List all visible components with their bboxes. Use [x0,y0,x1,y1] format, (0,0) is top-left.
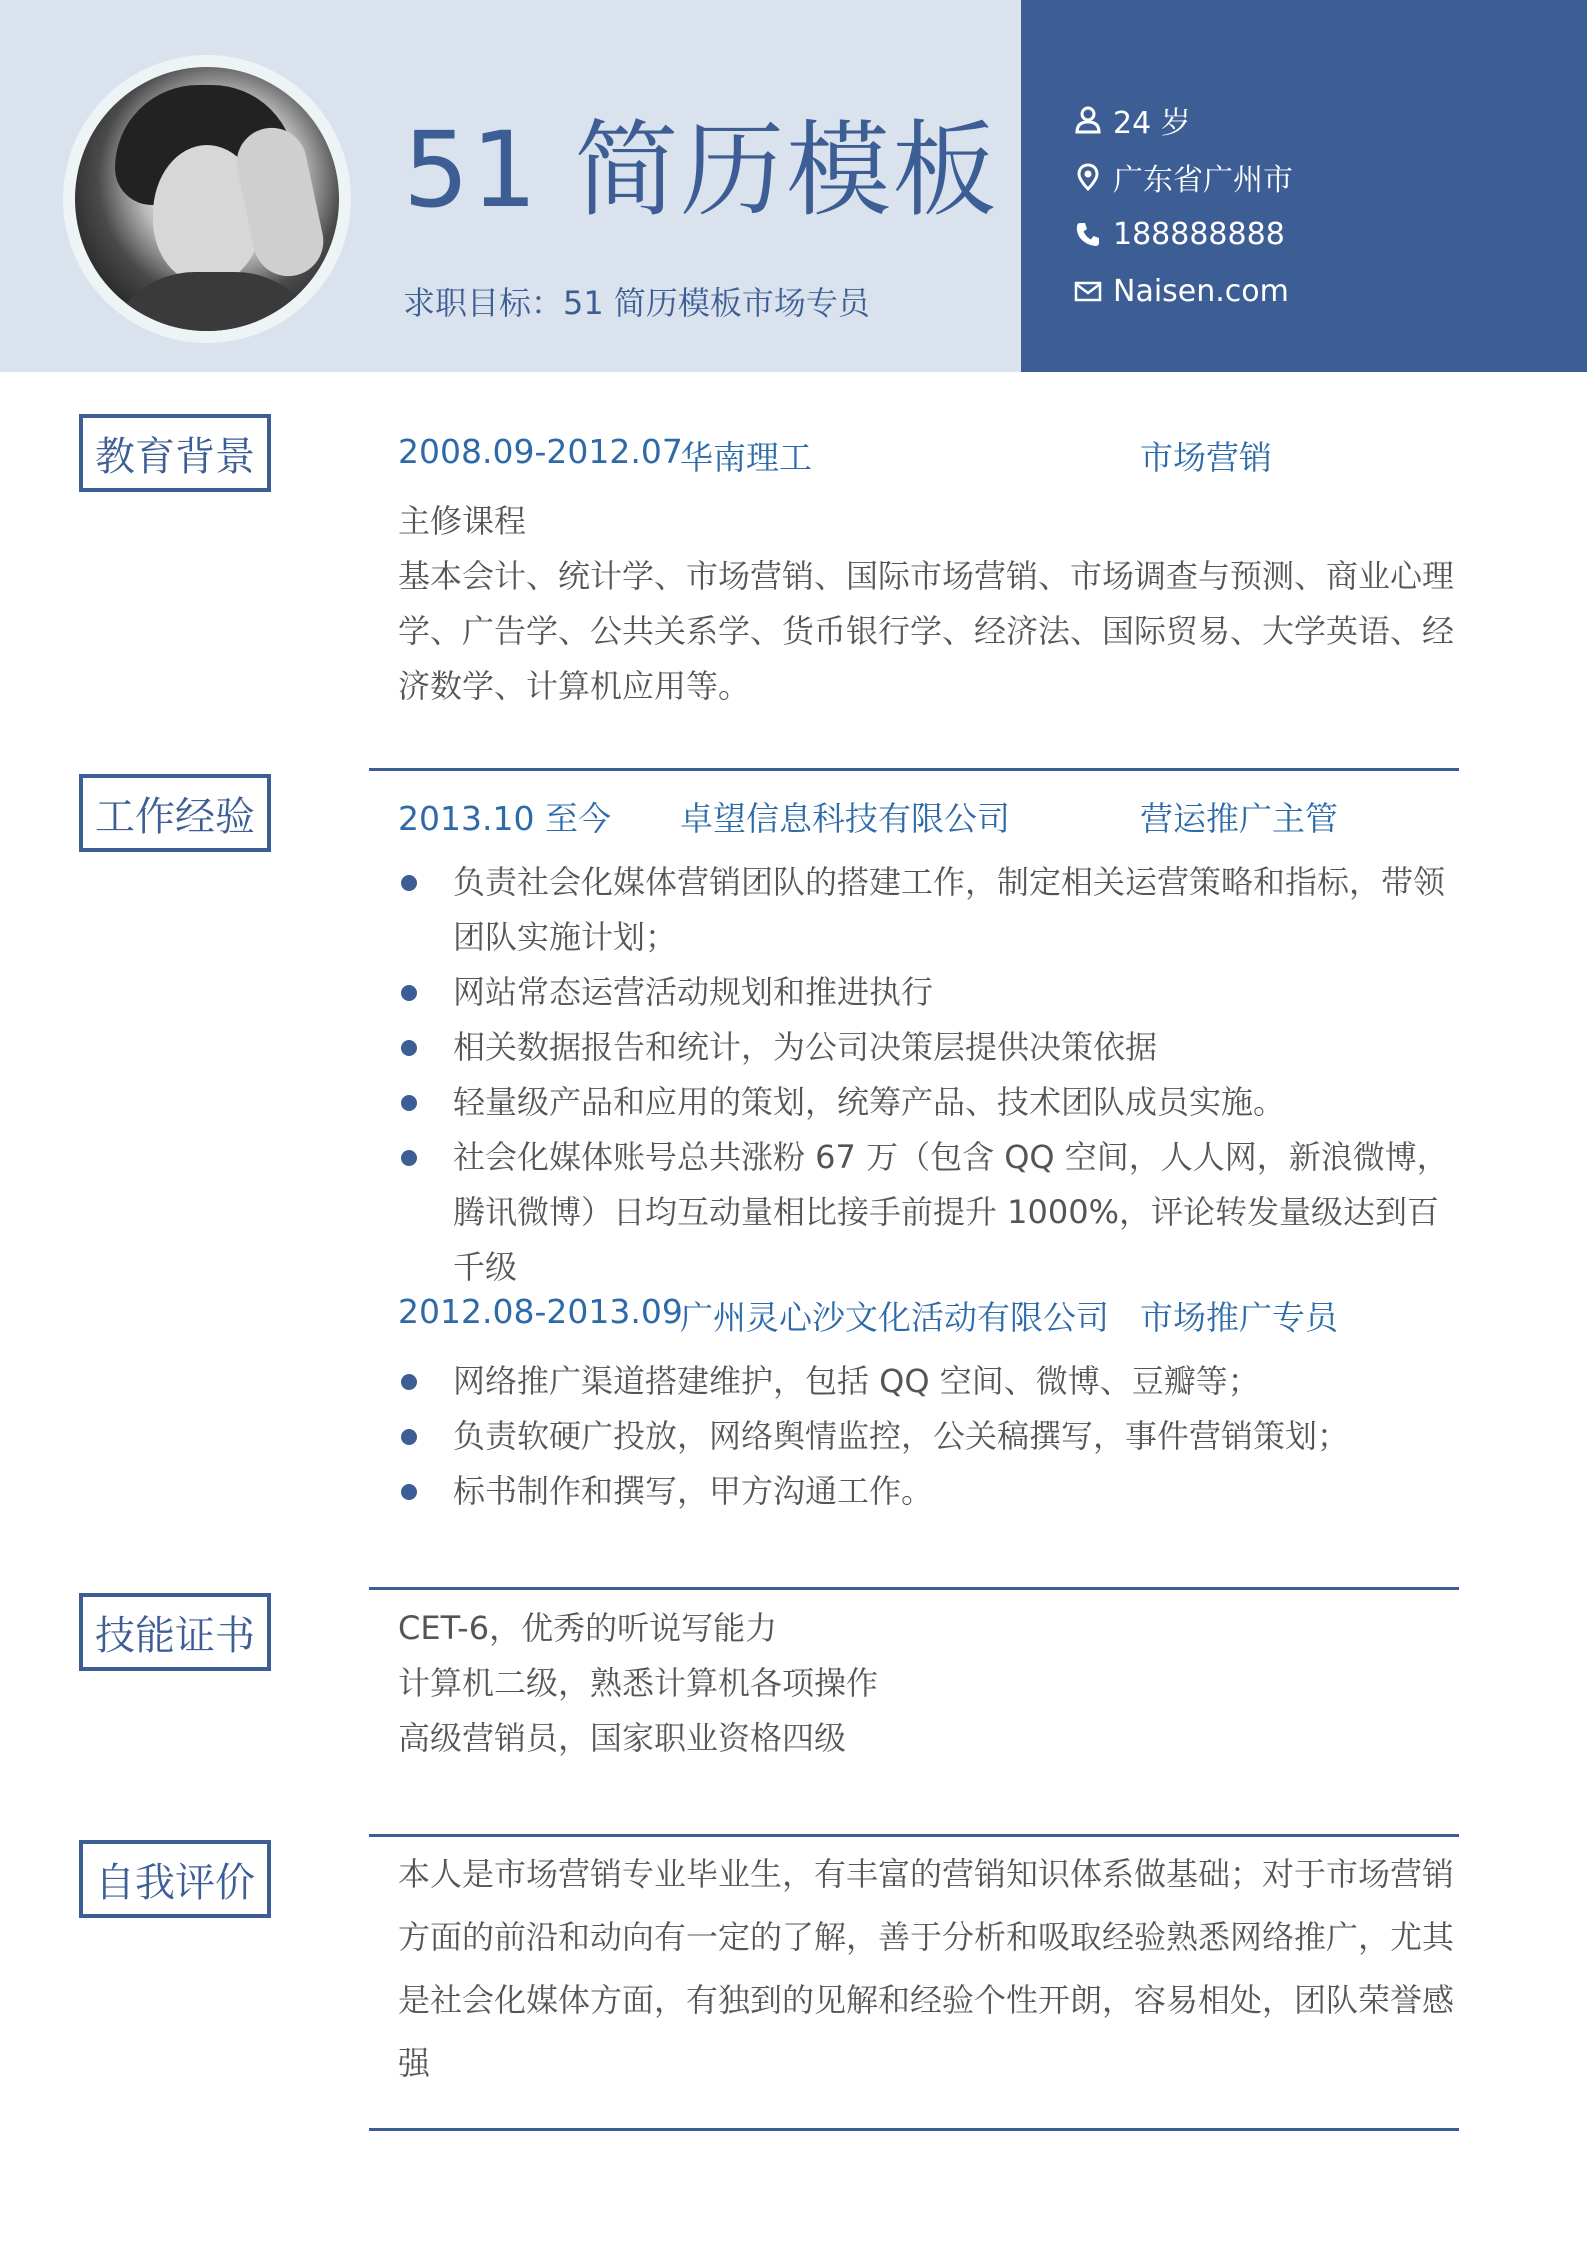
phone-icon [1073,219,1103,249]
education-major: 市场营销 [1140,438,1272,477]
user-icon [1073,105,1103,135]
section-divider [369,1834,1459,1837]
contact-age [1073,100,1553,140]
contact-phone [1073,214,1553,254]
contact-phone-text: 188888888 [1113,216,1285,252]
duty-text: 网站常态运营活动规划和推进执行 [453,973,934,1011]
mail-icon [1073,276,1103,306]
section-divider [369,1587,1459,1590]
bullet-dot [401,1484,417,1500]
contact-location [1073,157,1553,197]
avatar [75,67,339,331]
job-1-date: 2013.10 至今 [398,799,611,838]
section-title-self-eval: 自我评价 [79,1840,271,1918]
job-2-company: 广州灵心沙文化活动有限公司 [680,1298,1109,1337]
location-icon [1073,162,1103,192]
duty-text: 相关数据报告和统计，为公司决策层提供决策依据 [453,1028,1158,1066]
section-title-skills: 技能证书 [79,1593,271,1671]
list-item [398,1130,1460,1295]
contact-email-text: Naisen.com [1113,273,1289,309]
job-2-date: 2012.08-2013.09 [398,1292,683,1331]
list-item [398,1409,1460,1464]
contact-email [1073,271,1553,311]
education-school: 华南理工 [680,438,812,477]
duty-text: 轻量级产品和应用的策划，统筹产品、技术团队成员实施。 [453,1083,1286,1121]
self-eval-text: 本人是市场营销专业毕业生，有丰富的营销知识体系做基础；对于市场营销方面的前沿和动向有一定的了解，善于分析和吸取经验熟悉网络推广，尤其是社会化媒体方面，有独到的见解和经验个性开朗，容易相处，团队荣誉感强 [398,1855,1455,2082]
section-title-work: 工作经验 [79,774,271,852]
bullet-dot [401,1040,417,1056]
list-item [398,1354,1460,1409]
avatar-shoulder [105,272,325,331]
header-left-panel [0,0,1021,372]
duty-text: 网络推广渠道搭建维护，包括 QQ 空间、微博、豆瓣等； [453,1362,1260,1400]
section-divider [369,2128,1459,2131]
courses-text: 基本会计、统计学、市场营销、国际市场营销、市场调查与预测、商业心理学、广告学、公共关系学、货币银行学、经济法、国际贸易、大学英语、经济数学、计算机应用等。 [398,557,1455,705]
contact-location-text: 广东省广州市 [1113,163,1293,198]
bullet-dot [401,1429,417,1445]
bullet-dot [401,1095,417,1111]
page-title: 51 简历模板 [403,109,999,231]
courses-label: 主修课程 [398,502,527,540]
skill-item: 高级营销员，国家职业资格四级 [398,1719,847,1757]
job-2-duties [398,1354,1460,1519]
job-2-position: 市场推广专员 [1140,1298,1338,1337]
duty-text: 社会化媒体账号总共涨粉 67 万（包含 QQ 空间，人人网，新浪微博，腾讯微博）日均互动量相比接手前提升 1000%，评论转发量级达到百千级 [453,1138,1449,1286]
bullet-dot [401,1150,417,1166]
list-item [398,1464,1460,1519]
skill-item: 计算机二级，熟悉计算机各项操作 [398,1664,879,1702]
bullet-dot [401,875,417,891]
duty-text: 负责软硬广投放，网络舆情监控，公关稿撰写，事件营销策划； [453,1417,1350,1455]
job-objective: 求职目标：51 简历模板市场专员 [403,284,870,322]
list-item [398,855,1460,965]
section-title-education: 教育背景 [79,414,271,492]
list-item [398,965,1460,1020]
bullet-dot [401,1374,417,1390]
job-1-position: 营运推广主管 [1140,799,1338,838]
duty-text: 标书制作和撰写，甲方沟通工作。 [453,1472,934,1510]
avatar-frame [63,55,351,343]
duty-text: 负责社会化媒体营销团队的搭建工作，制定相关运营策略和指标，带领团队实施计划； [453,863,1446,956]
contact-age-text: 24 岁 [1113,106,1191,141]
skill-item: CET-6，优秀的听说写能力 [398,1609,778,1647]
job-1-company: 卓望信息科技有限公司 [680,799,1010,838]
section-divider [369,768,1459,771]
resume-header [0,0,1587,372]
bullet-dot [401,985,417,1001]
job-1-duties [398,855,1460,1295]
education-date: 2008.09-2012.07 [398,432,683,471]
list-item [398,1075,1460,1130]
list-item [398,1020,1460,1075]
